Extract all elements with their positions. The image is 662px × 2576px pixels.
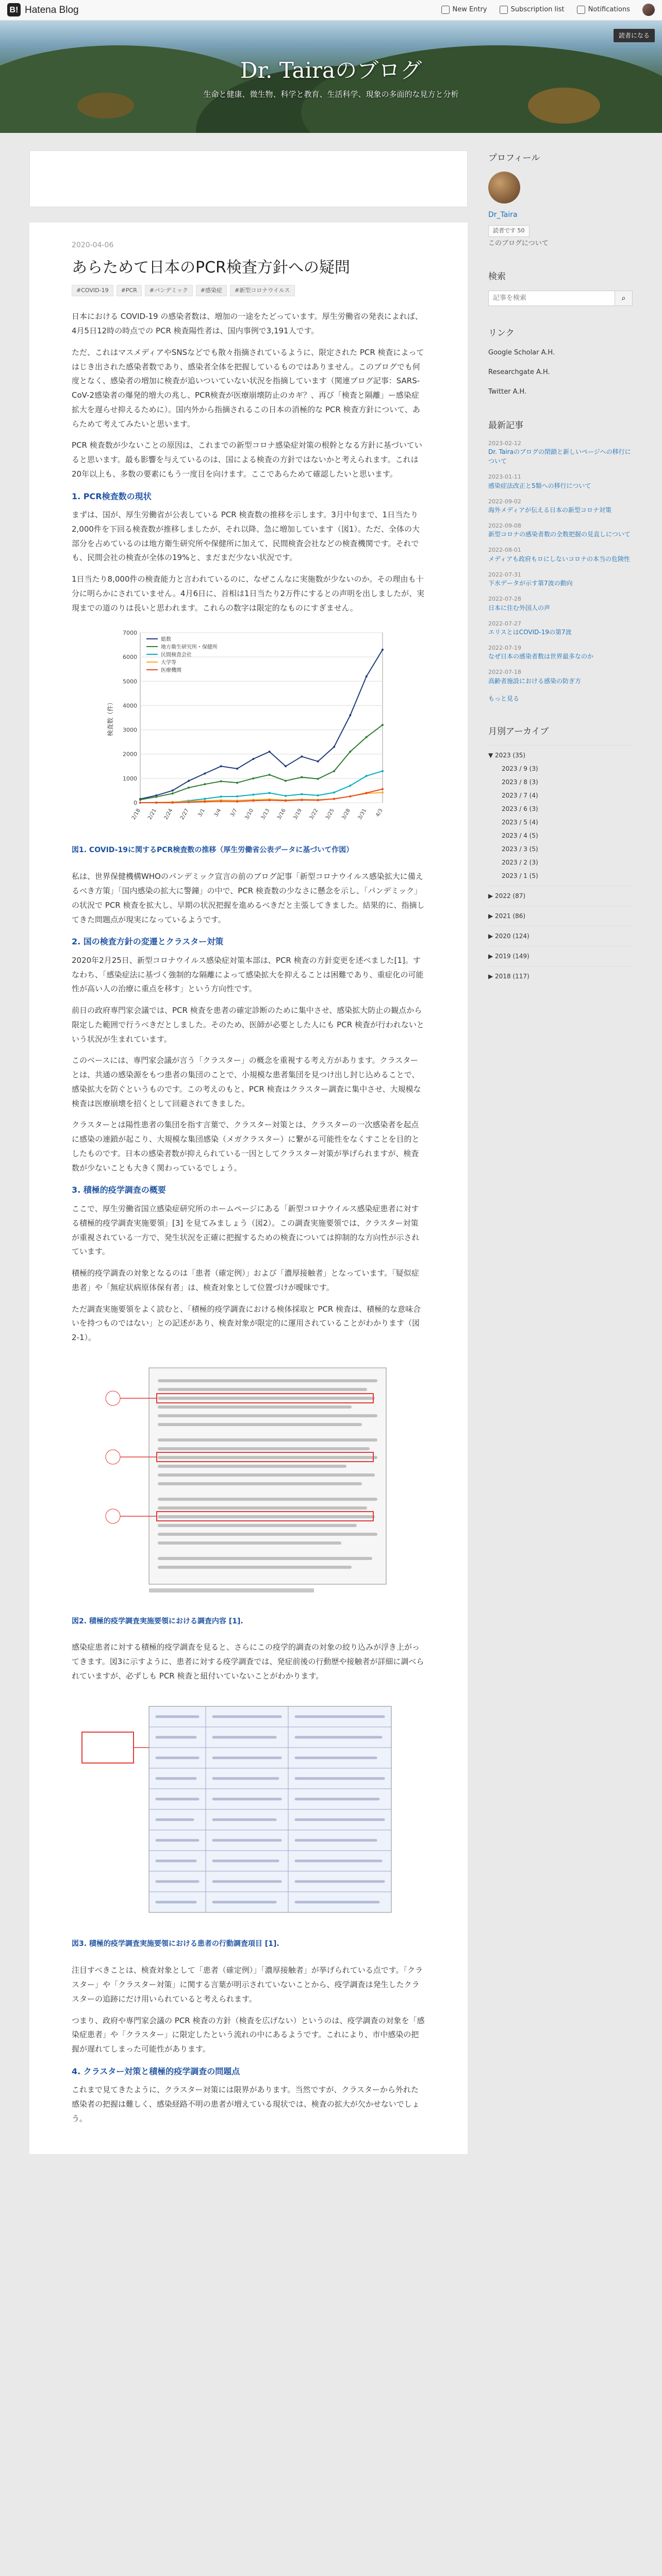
- data-point: [220, 796, 222, 798]
- y-tick-label: 1000: [123, 775, 137, 783]
- blog-title[interactable]: Dr. Tairaのブログ: [240, 58, 422, 83]
- section-heading: 1. PCR検査数の現状: [72, 491, 152, 501]
- y-tick-label: 7000: [123, 630, 137, 637]
- hatena-logo-icon: B!: [7, 3, 21, 16]
- recent-entry[interactable]: [488, 473, 633, 490]
- notifications-link[interactable]: [577, 4, 630, 16]
- paragraph: 前日の政府専門家会議では、PCR 検査を患者の確定診断のために集中させ、感染拡大防止の観点から限定した範囲で行うべきだとしました。そのため、医師が必要とした人にも PCR 検査が行われないという状況が生まれています。: [72, 1006, 424, 1044]
- recent-entry-date: 2022-07-31: [488, 571, 521, 578]
- paragraph: このベースには、専門家会議が言う「クラスター」の概念を重視する考え方があります。クラスターとは、共通の感染源をもつ患者の集団のことで、小規模な患者集団を見つけ出し封じ込めることで、感染拡大を防ぐというものです。この考えのもと、PCR 検査はクラスター調査に集中させ、大規模な検査は医療崩壊を招くとして回避されてきました。: [72, 1056, 421, 1108]
- data-point: [269, 792, 271, 794]
- archive-module: [488, 724, 633, 983]
- search-module: [488, 269, 633, 306]
- data-point: [236, 795, 238, 798]
- paragraph: つまり、政府や専門家会議の PCR 検査の方針（検査を広げない）というのは、疫学調査の対象を「感染症患者」や「クラスター」に限定したという流れの中にあるようです。これにより、市中感染の把握が遅れてしまった可能性があります。: [72, 2015, 425, 2054]
- data-point: [139, 802, 141, 804]
- data-point: [204, 773, 206, 775]
- data-point: [155, 796, 157, 798]
- legend-label: 民間検査会社: [161, 652, 192, 658]
- paragraph: ここで、厚生労働省国立感染症研究所のホームページにある「新型コロナウイルス感染症患者に対する積極的疫学調査実施要領」[3] を見てみましょう（図2）。この調査実施要領では、クラスター対策が重視されている一方で、発生状況を正確に把握するための検査については抑制的な方向性が示されています。: [72, 1204, 420, 1257]
- recent-entry-title[interactable]: 高齢者施設における感染の防ぎ方: [488, 677, 582, 685]
- about-blog-link[interactable]: このブログについて: [488, 240, 549, 248]
- y-tick-label: 5000: [123, 678, 137, 685]
- x-tick-label: 2/18: [130, 808, 142, 821]
- archive-year[interactable]: ▶ 2021 (86): [488, 906, 633, 923]
- paragraph: 感染症患者に対する積極的疫学調査を見ると、さらにこの疫学的調査の対象の絞り込みが浮き上がってきます。図3に示すように、患者に対する疫学調査では、発症前後の行動歴や接触者が詳細に調べられていますが、必ずしも PCR 検査と紐付いていないことがわかります。: [72, 1642, 424, 1681]
- recent-entry-date: 2022-07-18: [488, 669, 521, 676]
- data-point: [301, 793, 303, 795]
- x-tick-label: 3/28: [341, 808, 352, 821]
- data-point: [317, 794, 319, 796]
- paragraph: まずは、国が、厚生労働省が公表している PCR 検査数の推移を示します。3月中旬まで、1日当たり2,000件を下回る検査数が推移しましたが、それ以降、急に増加しています（図1）。ただ、全体の大部分を占めているのは地方衛生研究所や保健所に加えて、民間検査会社などの検査機関です。それでも、民間会社の検査が全体の19%と、まだまだ少ない状況です。: [72, 510, 420, 563]
- section-heading: 2. 国の検査方針の変遷とクラスター対策: [72, 937, 224, 947]
- data-point: [349, 795, 351, 798]
- archive-year[interactable]: ▶ 2020 (124): [488, 926, 633, 943]
- module-heading: リンク: [488, 328, 515, 338]
- recent-entry-date: 2022-07-28: [488, 596, 521, 603]
- data-point: [252, 800, 254, 802]
- sidebar-link[interactable]: Google Scholar A.H.: [488, 349, 555, 357]
- data-point: [220, 801, 222, 803]
- recent-entry-title[interactable]: 海外メディアが伝える日本の新型コロナ対策: [488, 506, 612, 514]
- sidebar-link[interactable]: Researchgate A.H.: [488, 368, 550, 377]
- blog-description: 生命と健康、微生物、科学と教育、生活科学、現象の多面的な見方と分析: [203, 90, 459, 99]
- data-point: [252, 777, 254, 779]
- data-point: [155, 802, 157, 804]
- module-heading: 最新記事: [488, 420, 523, 431]
- archive-year[interactable]: ▼ 2023 (35): [488, 745, 633, 762]
- data-point: [188, 780, 190, 782]
- pcr-tests-line-chart: [104, 622, 393, 839]
- data-point: [220, 766, 222, 768]
- data-point: [349, 785, 351, 787]
- data-point: [139, 799, 141, 801]
- paragraph: PCR 検査数が少ないことの原因は、これまでの新型コロナ感染症対策の根幹となる方針に基づいていると思います。最も影響を与えているのは、国による検査の方針ではないかと考えられます。これは20年以上も、多数の要素にもう一度目を向けます。ここであらためて確認したいと思います。: [72, 440, 422, 479]
- data-point: [269, 751, 271, 753]
- data-point: [269, 800, 271, 802]
- search-button[interactable]: [615, 291, 633, 306]
- figure-caption: 図2. 積極的疫学調査実施要領における調査内容 [1].: [72, 1617, 243, 1625]
- recent-entry[interactable]: [488, 668, 633, 685]
- list-icon: [500, 6, 508, 14]
- archive-month[interactable]: 2023 / 3 (5): [502, 845, 538, 853]
- pencil-icon: [441, 6, 450, 14]
- y-tick-label: 4000: [123, 702, 137, 709]
- recent-entry-date: 2023-01-11: [488, 473, 521, 481]
- plot-area: [140, 633, 383, 803]
- data-point: [333, 792, 335, 794]
- reader-count-button[interactable]: 読者です 50: [488, 225, 529, 236]
- data-point: [285, 766, 287, 768]
- figure-caption: 図3. 積極的疫学調査実施要領における患者の行動調査項目 [1].: [72, 1940, 279, 1948]
- x-tick-label: 3/7: [229, 808, 239, 818]
- search-input[interactable]: [488, 291, 615, 306]
- figure-2-image: [72, 1358, 402, 1600]
- category-tag[interactable]: #パンデミック: [145, 285, 193, 296]
- module-heading: 検索: [488, 272, 506, 282]
- recent-entry[interactable]: [488, 644, 633, 661]
- recent-entry[interactable]: [488, 498, 633, 515]
- x-tick-label: 3/1: [197, 808, 206, 818]
- data-point: [382, 649, 384, 651]
- data-point: [333, 770, 335, 772]
- data-point: [252, 794, 254, 796]
- recent-entry[interactable]: [488, 571, 633, 588]
- ad-banner: [29, 150, 468, 207]
- data-point: [333, 746, 335, 748]
- archive-month[interactable]: 2023 / 9 (3): [502, 765, 538, 773]
- data-point: [285, 780, 287, 782]
- figure-1-chart: [72, 622, 425, 839]
- data-point: [366, 736, 368, 738]
- data-point: [188, 787, 190, 789]
- category-list: [72, 285, 425, 296]
- module-heading: プロフィール: [488, 153, 540, 163]
- x-tick-label: 4/3: [375, 808, 384, 818]
- legend-label: 医療機関: [161, 668, 181, 674]
- links-module: [488, 326, 633, 399]
- recent-entry-title[interactable]: Dr. Tairaのブログの閉鎖と新しいページへの移行について: [488, 448, 631, 465]
- search-icon: ⌕: [621, 294, 626, 302]
- paragraph: これまで見てきたように、クラスター対策には限界があります。当然ですが、クラスターから外れた感染者の把握は難しく、感染経路不明の患者が増えている現状では、検査の拡大が欠かせないでしょう。: [72, 2085, 420, 2123]
- data-point: [269, 774, 271, 776]
- archive-year[interactable]: ▶ 2022 (87): [488, 886, 633, 903]
- recent-entry[interactable]: [488, 595, 633, 612]
- data-point: [317, 778, 319, 780]
- x-tick-label: 2/24: [163, 808, 174, 821]
- data-point: [172, 793, 174, 795]
- recent-entry-title[interactable]: 新型コロナの感染者数の全数把握の見直しについて: [488, 531, 631, 538]
- data-point: [301, 756, 303, 758]
- hatena-logo-text: Hatena Blog: [25, 4, 79, 15]
- entry-title[interactable]: あらためて日本のPCR検査方針への疑問: [72, 258, 350, 277]
- archive-month[interactable]: 2023 / 4 (5): [502, 832, 538, 840]
- archive-month[interactable]: 2023 / 5 (4): [502, 819, 538, 826]
- x-tick-label: 3/10: [244, 808, 255, 821]
- archive-list: [488, 745, 633, 983]
- recent-entry-date: 2022-09-08: [488, 522, 521, 530]
- data-point: [349, 751, 351, 753]
- y-tick-label: 3000: [123, 727, 137, 734]
- x-tick-label: 3/19: [292, 808, 303, 821]
- section-heading: 4. クラスター対策と積極的疫学調査の問題点: [72, 2066, 240, 2076]
- sidebar-link[interactable]: Twitter A.H.: [488, 388, 527, 396]
- paragraph: 日本における COVID-19 の感染者数は、増加の一途をたどっています。厚生労働省の発表によれば、4月5日12時の時点での PCR 検査陽性者は、国内事例で3,191人です。: [72, 312, 423, 336]
- data-point: [285, 795, 287, 797]
- sidebar: [488, 150, 633, 2154]
- recent-entry[interactable]: [488, 522, 633, 539]
- data-point: [366, 792, 368, 794]
- data-point: [204, 784, 206, 786]
- section-heading: 3. 積極的疫学調査の概要: [72, 1185, 166, 1195]
- x-tick-label: 3/13: [260, 808, 271, 821]
- y-axis-label: 検査数（件）: [107, 699, 114, 737]
- recent-entries-module: [488, 418, 633, 704]
- figure-3-image: [72, 1696, 402, 1923]
- bell-icon: [577, 6, 585, 14]
- x-tick-label: 2/27: [179, 808, 190, 821]
- subscribe-button[interactable]: 読者になる: [614, 29, 655, 42]
- data-point: [317, 800, 319, 802]
- recent-entry-title[interactable]: 下水データが示す第7波の動向: [488, 580, 573, 587]
- archive-year[interactable]: ▶ 2018 (117): [488, 966, 633, 983]
- entry-date[interactable]: 2020-04-06: [72, 241, 114, 249]
- data-point: [382, 724, 384, 726]
- legend-label: 総数: [161, 637, 171, 643]
- recent-entry-title[interactable]: 日本に住む外国人の声: [488, 604, 551, 612]
- recent-entry-title[interactable]: メディアも政府もロにしないコロナの本当の危険性: [488, 555, 631, 563]
- data-point: [204, 798, 206, 800]
- recent-entry-title[interactable]: エリスとはCOVID-19の第7波: [488, 629, 572, 636]
- x-tick-label: 3/16: [276, 808, 287, 821]
- new-entry-label: New Entry: [452, 6, 487, 14]
- data-point: [172, 790, 174, 792]
- main-column: [29, 150, 468, 2154]
- data-point: [220, 781, 222, 783]
- paragraph: 私は、世界保健機構WHOのパンデミック宣言の前のブログ記事「新型コロナウイルス感染拡大に備えるべき方策」「国内感染の拡大に警鐘」の中で、PCR 検査数の少なさに懸念を示し、「パンデミック」の状況で PCR 検査を拡大し、早期の状況把握を進めるべきだと主張してきました。結果的に、指摘してきた問題点が現実になっているようです。: [72, 872, 425, 924]
- data-point: [236, 768, 238, 770]
- y-tick-label: 6000: [123, 654, 137, 661]
- paragraph: 1日当たり8,000件の検査能力と言われているのに、なぜこんなに実施数が少ないのか。その理由も十分に明らかにされていません。4月6日に、首相は1日当たり2万件にするとの声明を出しましたが、実現までの道のりは長いと思われます。これらの数字は限定的なものにすぎません。: [72, 574, 425, 613]
- profile-module: [488, 150, 633, 249]
- subscription-list-link[interactable]: [500, 4, 565, 16]
- data-point: [301, 776, 303, 778]
- category-tag[interactable]: #PCR: [117, 285, 142, 296]
- data-point: [301, 799, 303, 801]
- legend-label: 大学等: [161, 660, 176, 666]
- data-point: [204, 801, 206, 803]
- data-point: [382, 770, 384, 772]
- data-point: [382, 792, 384, 794]
- recent-entry-date: 2022-07-27: [488, 620, 521, 627]
- profile-name[interactable]: Dr_Taira: [488, 211, 518, 219]
- recent-entry-title[interactable]: なぜ日本の感染者数は世界最多なのか: [488, 653, 594, 660]
- recent-entry-date: 2023-02-12: [488, 439, 521, 447]
- recent-entry-date: 2022-07-19: [488, 645, 521, 652]
- x-tick-label: 3/22: [308, 808, 320, 821]
- category-tag[interactable]: #新型コロナウイルス: [230, 285, 295, 296]
- figure-caption: 図1. COVID-19に関するPCR検査数の推移（厚生労働省公表データに基づいて作図）: [72, 846, 354, 855]
- recent-entry-date: 2022-09-02: [488, 498, 521, 505]
- hatena-logo[interactable]: [7, 1, 79, 19]
- recent-entry-title[interactable]: 感染症法改正と5類への移行について: [488, 482, 591, 489]
- data-point: [252, 758, 254, 760]
- y-tick-label: 2000: [123, 751, 137, 758]
- recent-entry-date: 2022-08-01: [488, 547, 521, 554]
- recent-entry[interactable]: [488, 546, 633, 563]
- data-point: [349, 715, 351, 717]
- data-point: [317, 760, 319, 762]
- profile-avatar[interactable]: [488, 172, 520, 204]
- paragraph: ただ、これはマスメディアやSNSなどでも散々指摘されているように、限定された PCR 検査によってはじき出された感染者数であり、感染者全体を把握しているものではありません。このブログでも何度となく、感染者の増加に検査が追いついていない状況を指摘しています（関連ブログ記事：SARS-CoV-2感染者の爆発的増大の兆し、PCR検査が医療崩壊防止のカギ？、再び「検査と隔離」ー感染症拡大を遅らせ抑えるために）。国内外から指摘されるこの日本の消極的な PCR 検査方針について、あらためて考えてみたいと思います。: [72, 347, 424, 429]
- x-tick-label: 3/4: [213, 808, 223, 818]
- category-tag[interactable]: #COVID-19: [72, 285, 113, 296]
- data-point: [236, 801, 238, 803]
- category-tag[interactable]: #感染症: [196, 285, 227, 296]
- data-point: [366, 775, 368, 777]
- global-bar: [0, 0, 662, 21]
- paragraph: ただ調査実施要領をよく読むと、「積極的疫学調査における検体採取と PCR 検査は、積極的な意味合いを持つものではない」との記述があり、検査対象が限定的に運用されていることがわかります（図2-1）。: [72, 1304, 421, 1343]
- data-point: [188, 802, 190, 804]
- archive-month[interactable]: 2023 / 8 (3): [502, 778, 538, 786]
- notifications-label: Notifications: [588, 6, 630, 14]
- paragraph: クラスターとは陽性患者の集団を指す言葉で、クラスター対策とは、クラスターの一次感染者を起点に感染の連鎖が起こり、大規模な集団感染（メガクラスター）に繋がる可能性をなくすことを目的としたものです。日本の感染者数が抑えられている一因としてクラスター対策が挙げられますが、検査数が少ないことも大きく関わっているでしょう。: [72, 1120, 420, 1173]
- blog-header: [0, 21, 662, 133]
- data-point: [366, 675, 368, 677]
- recent-entry[interactable]: [488, 620, 633, 637]
- paragraph: 積極的疫学調査の対象となるのは「患者（確定例）」および「濃厚接触者」となっています。「疑似症患者」や「無症状病原体保有者」は、検査対象として位置づけが曖昧です。: [72, 1268, 419, 1292]
- new-entry-link[interactable]: [441, 4, 487, 16]
- paragraph: 注目すべきことは、検査対象として「患者（確定例）」「濃厚接触者」が挙げられている点です。「クラスター」や「クラスター対策」に関する言葉が明示されていないことから、疫学調査は発生したクラスターの追跡にだけ用いられていると考えられます。: [72, 1965, 423, 2004]
- x-tick-label: 2/21: [147, 808, 158, 821]
- y-tick-label: 0: [134, 800, 137, 807]
- subscription-list-label: Subscription list: [510, 6, 565, 14]
- data-point: [333, 798, 335, 800]
- data-point: [172, 802, 174, 804]
- x-tick-label: 3/31: [357, 808, 368, 821]
- archive-month[interactable]: 2023 / 6 (3): [502, 805, 538, 813]
- more-entries-link[interactable]: もっと見る: [488, 694, 520, 702]
- paragraph: 2020年2月25日、新型コロナウイルス感染症対策本部は、PCR 検査の方針変更を述べました[1]。すなわち、「感染症法に基づく強制的な隔離によって感染拡大を抑えることは困難であり、重症化の可能性が高い人の治療に重点を移す」という方向性です。: [72, 955, 424, 994]
- data-point: [382, 788, 384, 790]
- archive-year[interactable]: ▶ 2019 (149): [488, 946, 633, 963]
- archive-month[interactable]: 2023 / 2 (3): [502, 859, 538, 867]
- entry-article: [29, 223, 468, 2154]
- module-heading: 月別アーカイブ: [488, 726, 549, 737]
- x-tick-label: 3/25: [324, 808, 336, 821]
- archive-month[interactable]: 2023 / 1 (5): [502, 872, 538, 880]
- data-point: [236, 782, 238, 784]
- user-avatar[interactable]: [642, 4, 655, 16]
- legend-label: 地方衛生研究所・保健所: [161, 645, 218, 651]
- data-point: [285, 800, 287, 802]
- entry-body: [72, 310, 425, 2126]
- archive-month[interactable]: 2023 / 7 (4): [502, 792, 538, 800]
- recent-entry[interactable]: [488, 439, 633, 466]
